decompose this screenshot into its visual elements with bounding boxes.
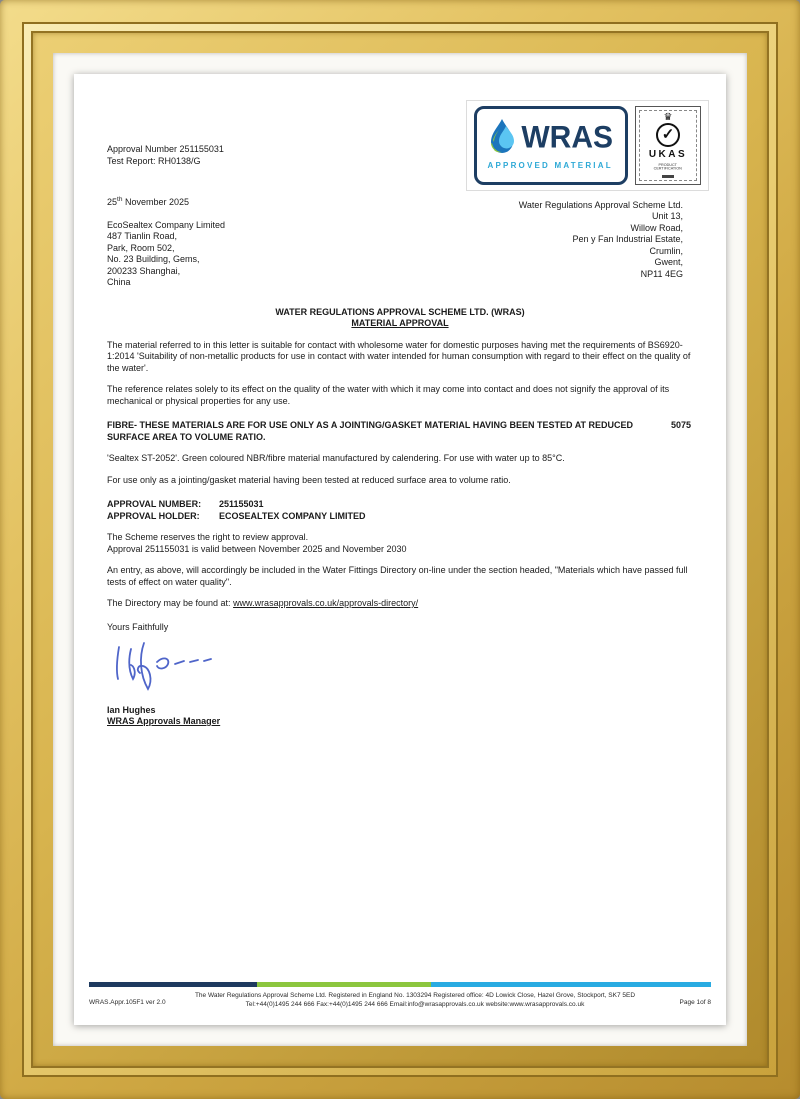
ukas-logo	[635, 106, 701, 185]
page-footer	[89, 982, 711, 1009]
approved-material-tagline: APPROVED MATERIAL	[487, 161, 613, 171]
footer-bar-green	[257, 982, 431, 987]
letter-date	[107, 197, 225, 209]
fibre-statement-block	[107, 420, 693, 443]
water-drop-icon	[487, 118, 517, 158]
paragraph-suitability: The material referred to in this letter is suitable for contact with wholesome water for domestic purposes having met the requirements of BS6920-1:2014 'Suitability of non-metallic products for use in contact with water intended for human consumption with regard to their effect on the quality of the water'.	[107, 339, 691, 373]
ukas-number-mark	[662, 175, 674, 178]
letter-page	[74, 74, 726, 1025]
signatory-block	[107, 705, 693, 728]
recipient-line: No. 23 Building, Gems,	[107, 254, 200, 264]
recipient-address	[107, 220, 225, 289]
sender-line: Crumlin,	[649, 245, 683, 256]
recipient-line: 200233 Shanghai,	[107, 265, 181, 276]
date-rest: November 2025	[122, 197, 189, 207]
footer-company-info	[179, 992, 651, 1009]
sender-line: Unit 13,	[651, 211, 683, 221]
footer-bar-navy	[89, 982, 257, 987]
fibre-code: 5075	[670, 420, 691, 430]
approval-number-line: Approval Number 251155031	[107, 144, 224, 154]
approval-holder-value: ECOSEALTEX COMPANY LIMITED	[219, 510, 366, 521]
directory-link-line	[107, 598, 693, 610]
fibre-statement: FIBRE- THESE MATERIALS ARE FOR USE ONLY AS A JOINTING/GASKET MATERIAL HAVING BEEN TESTED AT REDUCED SURFACE AREA TO VOLUME RATIO.	[107, 420, 634, 442]
recipient-line: EcoSealtex Company Limited	[107, 219, 226, 230]
footer-line-2: Tel:+44(0)1495 244 666 Fax:+44(0)1495 244 666 Email:info@wrasapprovals.co.uk website:www.wrasapprovals.co.uk	[245, 1000, 585, 1008]
validity-block	[107, 532, 693, 555]
frame-ridge	[24, 24, 776, 1075]
directory-link-prefix: The Directory may be found at:	[107, 598, 234, 608]
document-reference: WRAS.Appr.105F1 ver 2.0	[89, 999, 166, 1006]
crown-icon: ♛	[663, 112, 673, 123]
wras-wordmark: WRAS	[521, 119, 613, 155]
page-number: Page 1of 8	[679, 999, 711, 1006]
approval-number-row	[107, 499, 693, 511]
footer-text-row	[89, 992, 711, 1009]
wras-logo	[474, 106, 628, 185]
recipient-line: China	[107, 277, 131, 287]
directory-link[interactable]: www.wrasapprovals.co.uk/approvals-directory/	[233, 598, 419, 608]
signatory-title: WRAS Approvals Manager	[107, 716, 221, 726]
footer-line-1: The Water Regulations Approval Scheme Ltd. Registered in England No. 1303294 Registered office: 4D Lowick Close, Hazel Grove, Stockport, SK7 5ED	[194, 992, 636, 999]
header-right-column	[448, 100, 693, 280]
material-description: 'Sealtex ST-2052'. Green coloured NBR/fibre material manufactured by calendering. For use with water up to 85°C.	[107, 453, 565, 463]
letter-title	[107, 307, 693, 330]
approval-details	[107, 499, 693, 522]
validity-note: Approval 251155031 is valid between November 2025 and November 2030	[107, 543, 407, 554]
approval-holder-row	[107, 511, 693, 523]
directory-paragraph: An entry, as above, will accordingly be included in the Water Fittings Directory on-line under the section headed, "Materials which have passed full tests of effect on water quality".	[107, 565, 688, 587]
title-line-2: MATERIAL APPROVAL	[351, 318, 449, 328]
date-day: 25	[107, 197, 118, 207]
certification-logos	[466, 100, 709, 191]
approval-meta-block	[107, 100, 225, 289]
sender-line: Willow Road,	[630, 222, 683, 233]
sender-line: Pen y Fan Industrial Estate,	[572, 234, 683, 244]
ukas-wordmark: UKAS	[648, 149, 688, 160]
signature	[109, 637, 693, 699]
closing-salutation: Yours Faithfully	[107, 621, 169, 632]
date-ordinal: th	[117, 196, 123, 203]
sender-line: NP11 4EG	[640, 268, 683, 279]
signatory-name: Ian Hughes	[107, 704, 156, 715]
use-note: For use only as a jointing/gasket material having been tested at reduced surface area to volume ratio.	[107, 474, 511, 485]
frame-mat	[53, 53, 747, 1046]
approval-number-value: 251155031	[219, 499, 264, 509]
frame-groove	[22, 22, 778, 1077]
frame-inner-band	[33, 33, 767, 1066]
title-line-1: WATER REGULATIONS APPROVAL SCHEME LTD. (WRAS)	[275, 306, 525, 317]
sender-address	[519, 200, 693, 281]
review-note: The Scheme reserves the right to review approval.	[107, 532, 309, 542]
footer-color-bar	[89, 982, 711, 987]
ukas-subtext: PRODUCT CERTIFICATION	[653, 162, 683, 171]
sender-line: Gwent,	[654, 257, 683, 267]
letter-header	[107, 100, 693, 289]
frame-inner-line	[31, 31, 769, 1068]
ukas-stamp-border	[639, 110, 697, 181]
checkmark-circle-icon: ✓	[656, 123, 680, 147]
approval-holder-label: APPROVAL HOLDER:	[107, 510, 200, 521]
sender-line: Water Regulations Approval Scheme Ltd.	[518, 199, 683, 210]
recipient-line: Park, Room 502,	[107, 242, 175, 253]
test-report-line: Test Report: RH0138/G	[107, 155, 201, 166]
footer-bar-blue	[431, 982, 711, 987]
paragraph-reference: The reference relates solely to its effect on the quality of the water with which it may come into contact and does not signify the approval of its mechanical or physical properties for any use.	[107, 384, 670, 406]
approval-number-label: APPROVAL NUMBER:	[107, 499, 202, 509]
recipient-line: 487 Tianlin Road,	[107, 231, 178, 241]
